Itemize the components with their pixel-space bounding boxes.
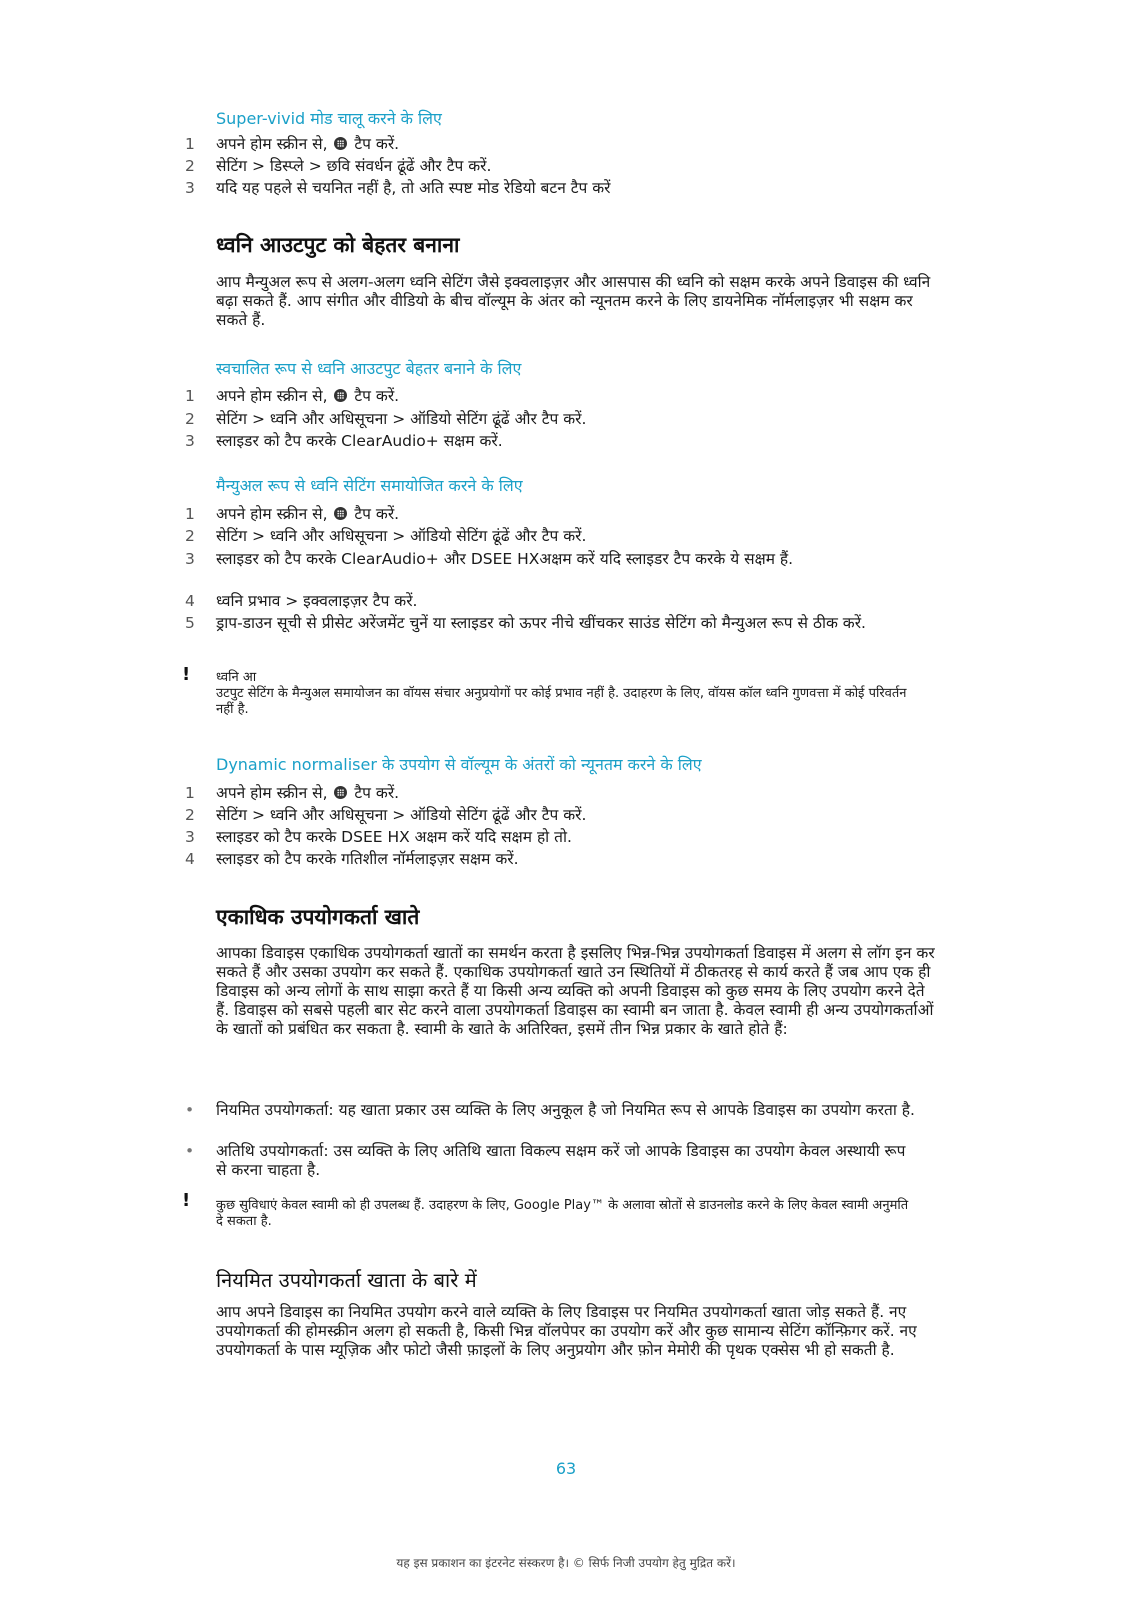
- step-text: टैप करें.: [354, 784, 400, 802]
- step-number: 3: [185, 828, 195, 846]
- step-text: अपने होम स्क्रीन से,: [216, 135, 328, 153]
- super-vivid-heading: Super-vivid मोड चालू करने के लिए: [216, 109, 442, 128]
- sound-output-title: ध्वनि आउटपुट को बेहतर बनाना: [216, 233, 460, 257]
- step-number: 1: [185, 135, 195, 153]
- step-text: टैप करें.: [354, 135, 400, 153]
- step-text: यदि यह पहले से चयनित नहीं है, तो अति स्पष्ट मोड रेडियो बटन टैप करें: [216, 179, 611, 197]
- step-number: 2: [185, 527, 195, 545]
- note-text: कुछ सुविधाएं केवल स्वामी को ही उपलब्ध हैं. उदाहरण के लिए, Google Play™ के अलावा स्रोतों से डाउनलोड करने के लिए केवल स्वामी अनुमति दे सकता है.: [216, 1198, 909, 1229]
- step-number: 1: [185, 784, 195, 802]
- step-number: 3: [185, 550, 195, 568]
- exclamation-icon: !: [182, 664, 191, 685]
- apps-grid-icon: [334, 786, 347, 799]
- apps-grid-icon: [334, 137, 347, 150]
- multi-user-title: एकाधिक उपयोगकर्ता खाते: [216, 905, 420, 929]
- step-text: अपने होम स्क्रीन से,: [216, 505, 328, 523]
- step-text: टैप करें.: [354, 505, 400, 523]
- step-number: 5: [185, 614, 195, 632]
- multi-user-paragraph: आपका डिवाइस एकाधिक उपयोगकर्ता खातों का समर्थन करता है इसलिए भिन्न-भिन्न उपयोगकर्ता डिवाइस में अलग से लॉग इन कर सकते हैं और उसका उपयोग कर सकते हैं. एकाधिक उपयोगकर्ता खाते उन स्थितियों में ठीकतरह से कार्य करते हैं जब आप एक ही डिवाइस को अन्य लोगों के साथ साझा करते हैं या किसी अन्य व्यक्ति को अपनी डिवाइस को कुछ समय के लिए उपयोग करने देते हैं. डिवाइस को सबसे पहली बार सेट करने वाला उपयोगकर्ता डिवाइस का स्वामी बन जाता है. केवल स्वामी ही अन्य उपयोगकर्ताओं के खातों को प्रबंधित कर सकता है. स्वामी के खाते के अतिरिक्त, इसमें तीन भिन्न प्रकार के खाते होते हैं:: [216, 944, 935, 1038]
- step-number: 2: [185, 157, 195, 175]
- exclamation-icon: !: [182, 1190, 191, 1211]
- note-line: ध्वनि आ: [216, 670, 257, 685]
- step-text: सेटिंग > डिस्प्ले > छवि संवर्धन ढूंढें और टैप करें.: [216, 157, 492, 175]
- bullet-text: अतिथि उपयोगकर्ता: उस व्यक्ति के लिए अतिथि खाता विकल्प सक्षम करें जो आपके डिवाइस का उपयोग केवल अस्थायी रूप से करना चाहता है.: [216, 1142, 906, 1179]
- page-number: 63: [555, 1459, 577, 1478]
- note-line: उटपुट सेटिंग के मैन्युअल समायोजन का वॉयस संचार अनुप्रयोगों पर कोई प्रभाव नहीं है. उदाहरण के लिए, वॉयस कॉल ध्वनि गुणवत्ता में कोई परिवर्तन नहीं है.: [216, 686, 907, 717]
- step-text: स्लाइडर को टैप करके ClearAudio+ और DSEE HXअक्षम करें यदि स्लाइडर टैप करके ये सक्षम हैं.: [216, 550, 794, 568]
- sound-output-paragraph: आप मैन्युअल रूप से अलग-अलग ध्वनि सेटिंग जैसे इक्वलाइज़र और आसपास की ध्वनि को सक्षम करके अपने डिवाइस की ध्वनि बढ़ा सकते हैं. आप संगीत और वीडियो के बीच वॉल्यूम के अंतर को न्यूनतम करने के लिए डायनेमिक नॉर्मलाइज़र भी सक्षम कर सकते हैं.: [216, 273, 931, 329]
- footer-note: यह इस प्रकाशन का इंटरनेट संस्करण है। © सिर्फ निजी उपयोग हेतु मुद्रित करें।: [396, 1556, 736, 1570]
- step-number: 2: [185, 410, 195, 428]
- step-text: सेटिंग > ध्वनि और अधिसूचना > ऑडियो सेटिंग ढूंढें और टैप करें.: [216, 527, 587, 545]
- step-number: 2: [185, 806, 195, 824]
- regular-user-paragraph: आप अपने डिवाइस का नियमित उपयोग करने वाले व्यक्ति के लिए डिवाइस पर नियमित उपयोगकर्ता खाता जोड़ सकते हैं. नए उपयोगकर्ता की होमस्क्रीन अलग हो सकती है, किसी भिन्न वॉलपेपर का उपयोग करें और कुछ सामान्य सेटिंग कॉन्फ़िगर करें. नए उपयोगकर्ता के पास म्यूज़िक और फोटो जैसी फ़ाइलों के लिए अनुप्रयोग और फ़ोन मेमोरी की पृथक एक्सेस भी हो सकती है.: [216, 1303, 917, 1359]
- step-text: अपने होम स्क्रीन से,: [216, 784, 328, 802]
- step-text: स्लाइडर को टैप करके DSEE HX अक्षम करें यदि सक्षम हो तो.: [216, 828, 572, 846]
- dynamic-heading: Dynamic normaliser के उपयोग से वॉल्यूम के अंतरों को न्यूनतम करने के लिए: [216, 755, 702, 774]
- bullet-dot: •: [185, 1142, 195, 1160]
- step-number: 1: [185, 505, 195, 523]
- step-text: स्लाइडर को टैप करके ClearAudio+ सक्षम करें.: [216, 432, 503, 450]
- step-number: 3: [185, 432, 195, 450]
- regular-user-title: नियमित उपयोगकर्ता खाता के बारे में: [216, 1268, 477, 1292]
- step-text: सेटिंग > ध्वनि और अधिसूचना > ऑडियो सेटिंग ढूंढें और टैप करें.: [216, 806, 587, 824]
- bullet-text: नियमित उपयोगकर्ता: यह खाता प्रकार उस व्यक्ति के लिए अनुकूल है जो नियमित रूप से आपके डिवाइस का उपयोग करता है.: [216, 1101, 915, 1119]
- step-text: ध्वनि प्रभाव > इक्वलाइज़र टैप करें.: [216, 592, 418, 610]
- apps-grid-icon: [334, 507, 347, 520]
- manual-sound-heading: मैन्युअल रूप से ध्वनि सेटिंग समायोजित करने के लिए: [216, 476, 523, 495]
- step-number: 4: [185, 850, 195, 868]
- step-text: ड्राप-डाउन सूची से प्रीसेट अरेंजमेंट चुनें या स्लाइडर को ऊपर नीचे खींचकर साउंड सेटिंग को मैन्युअल रूप से ठीक करें.: [216, 614, 866, 632]
- note-text: [216, 670, 916, 718]
- apps-grid-icon: [334, 389, 347, 402]
- auto-sound-heading: स्वचालित रूप से ध्वनि आउटपुट बेहतर बनाने के लिए: [216, 359, 522, 378]
- step-number: 3: [185, 179, 195, 197]
- step-number: 1: [185, 387, 195, 405]
- step-number: 4: [185, 592, 195, 610]
- bullet-dot: •: [185, 1101, 195, 1119]
- step-text: टैप करें.: [354, 387, 400, 405]
- step-text: स्लाइडर को टैप करके गतिशील नॉर्मलाइज़र सक्षम करें.: [216, 850, 519, 868]
- step-text: अपने होम स्क्रीन से,: [216, 387, 328, 405]
- step-text: सेटिंग > ध्वनि और अधिसूचना > ऑडियो सेटिंग ढूंढें और टैप करें.: [216, 410, 587, 428]
